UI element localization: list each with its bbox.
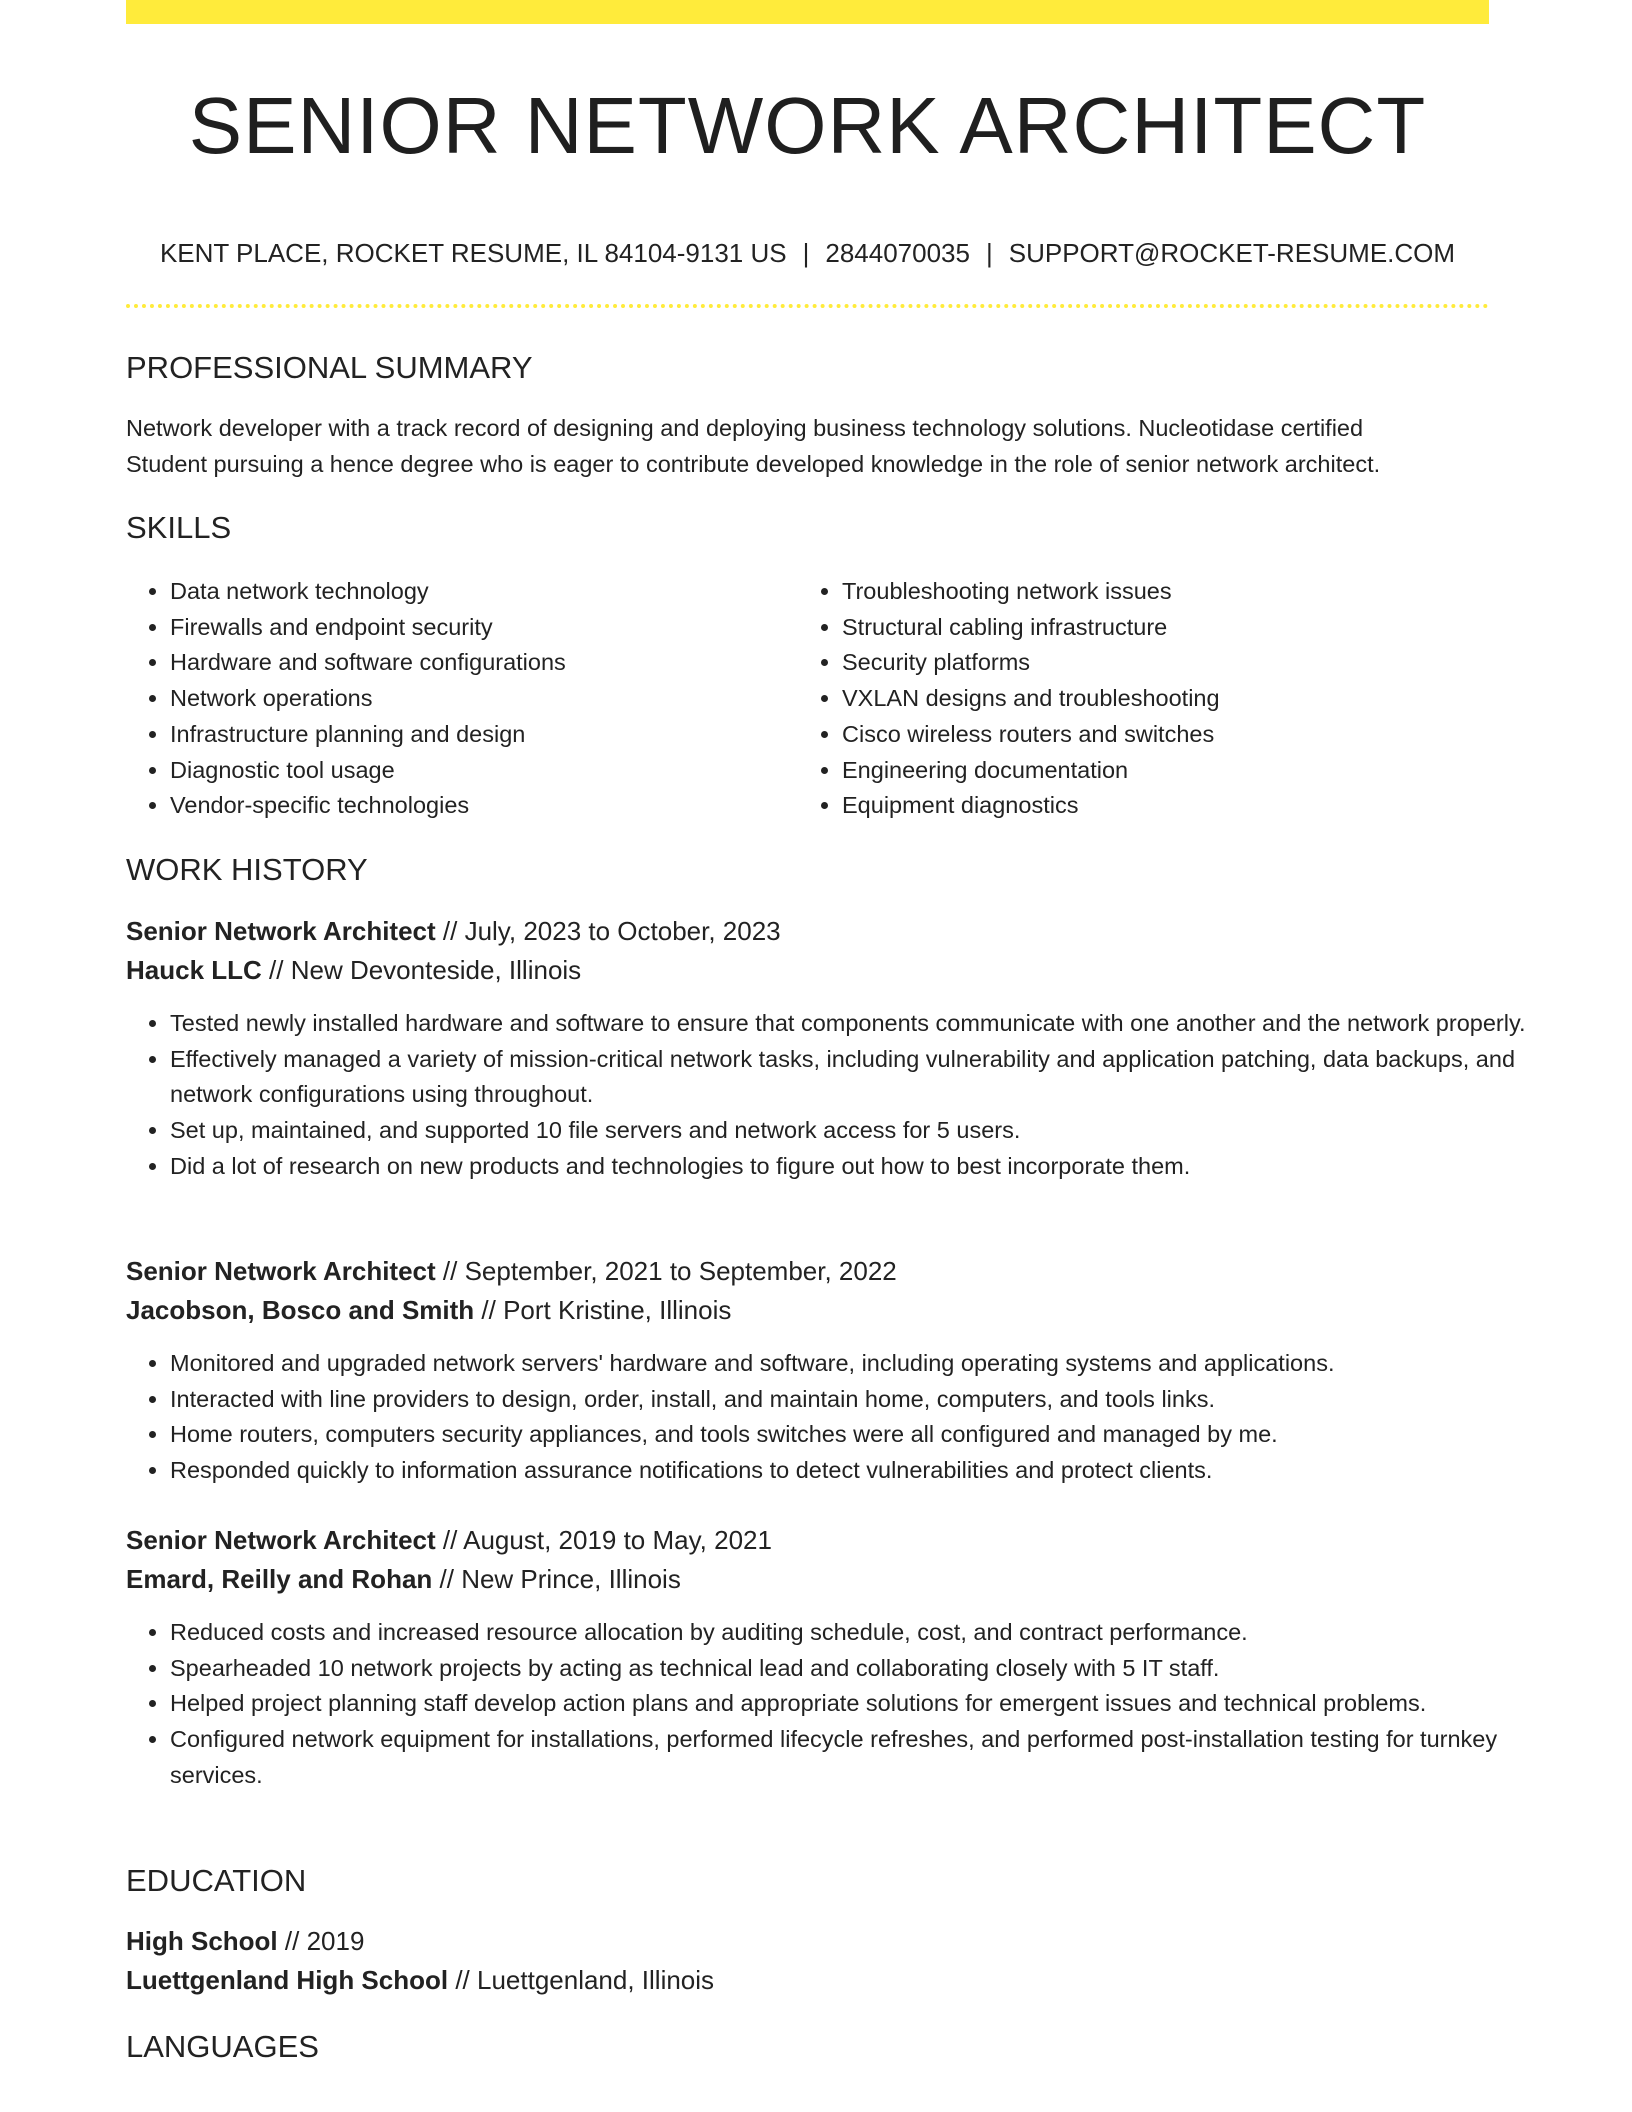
section-title-summary: PROFESSIONAL SUMMARY: [126, 350, 533, 385]
job-bullet: • Monitored and upgraded network servers' hardware and software, including operating systems and applications.: [170, 1346, 1533, 1382]
job-bullets: [126, 1006, 1533, 1185]
education-location: // Luettgenland, Illinois: [448, 1965, 715, 1995]
job-title-line: [126, 1253, 897, 1289]
education-year: // 2019: [277, 1926, 365, 1956]
contact-separator: |: [985, 238, 993, 268]
summary-text: [126, 410, 1489, 482]
skill-item: • Network operations: [170, 681, 566, 717]
skill-item: • Cisco wireless routers and switches: [842, 717, 1220, 753]
job-dates: // September, 2021 to September, 2022: [435, 1256, 897, 1286]
skill-item: • Diagnostic tool usage: [170, 753, 566, 789]
job-bullet: • Interacted with line providers to design, order, install, and maintain home, computers, and tools links.: [170, 1382, 1533, 1418]
job-bullet: • Spearheaded 10 network projects by acting as technical lead and collaborating closely with 5 IT staff.: [170, 1651, 1533, 1687]
contact-line: [126, 236, 1489, 270]
job-bullet: • Helped project planning staff develop action plans and appropriate solutions for emergent issues and technical problems.: [170, 1686, 1533, 1722]
skill-item: • Troubleshooting network issues: [842, 574, 1220, 610]
skill-item: • Infrastructure planning and design: [170, 717, 566, 753]
job-company: Emard, Reilly and Rohan: [126, 1564, 433, 1594]
job-bullets: [126, 1615, 1533, 1794]
contact-email: SUPPORT@ROCKET-RESUME.COM: [1008, 238, 1456, 268]
job-bullet: • Reduced costs and increased resource allocation by auditing schedule, cost, and contract performance.: [170, 1615, 1533, 1651]
job-dates: // July, 2023 to October, 2023: [435, 916, 781, 946]
job-location: // Port Kristine, Illinois: [474, 1295, 732, 1325]
skill-item: • Hardware and software configurations: [170, 645, 566, 681]
education-degree: High School: [126, 1926, 278, 1956]
job-bullet: • Effectively managed a variety of mission-critical network tasks, including vulnerability and application patching, data backups, and network configurations using throughout.: [170, 1042, 1533, 1113]
section-title-education: EDUCATION: [126, 1863, 307, 1898]
skill-item: • Firewalls and endpoint security: [170, 610, 566, 646]
skill-item: • Structural cabling infrastructure: [842, 610, 1220, 646]
job-bullet: • Home routers, computers security appliances, and tools switches were all configured and managed by me.: [170, 1417, 1533, 1453]
job-bullet: • Tested newly installed hardware and software to ensure that components communicate with one another and the network properly.: [170, 1006, 1533, 1042]
skills-column-left: [126, 574, 566, 824]
contact-separator: |: [802, 238, 810, 268]
job-role: Senior Network Architect: [126, 1525, 436, 1555]
job-bullet: • Responded quickly to information assurance notifications to detect vulnerabilities and protect clients.: [170, 1453, 1533, 1489]
education-school-line: [126, 1962, 714, 1998]
job-company: Jacobson, Bosco and Smith: [126, 1295, 475, 1325]
education-school: Luettgenland High School: [126, 1965, 449, 1995]
summary-line: Network developer with a track record of designing and deploying business technology solutions. Nucleotidase certified: [126, 415, 1364, 441]
job-company-line: [126, 1561, 681, 1597]
job-company: Hauck LLC: [126, 955, 262, 985]
skill-item: • Equipment diagnostics: [842, 788, 1220, 824]
job-dates: // August, 2019 to May, 2021: [435, 1525, 772, 1555]
job-bullets: [126, 1346, 1533, 1489]
job-title-line: [126, 913, 781, 949]
dotted-divider: [126, 304, 1489, 308]
job-company-line: [126, 952, 581, 988]
job-bullet: • Did a lot of research on new products and technologies to figure out how to best incorporate them.: [170, 1149, 1533, 1185]
section-title-work: WORK HISTORY: [126, 852, 368, 887]
skill-item: • VXLAN designs and troubleshooting: [842, 681, 1220, 717]
contact-phone: 2844070035: [825, 238, 970, 268]
contact-address: KENT PLACE, ROCKET RESUME, IL 84104-9131 US: [159, 238, 787, 268]
skill-item: • Engineering documentation: [842, 753, 1220, 789]
job-bullet: • Set up, maintained, and supported 10 file servers and network access for 5 users.: [170, 1113, 1533, 1149]
job-role: Senior Network Architect: [126, 916, 436, 946]
skill-item: • Vendor-specific technologies: [170, 788, 566, 824]
accent-bar: [126, 0, 1489, 24]
job-title-line: [126, 1522, 772, 1558]
section-title-languages: LANGUAGES: [126, 2029, 319, 2064]
job-role: Senior Network Architect: [126, 1256, 436, 1286]
job-bullet: • Configured network equipment for installations, performed lifecycle refreshes, and performed post-installation testing for turnkey services.: [170, 1722, 1533, 1793]
education-degree-line: [126, 1923, 364, 1959]
summary-line: Student pursuing a hence degree who is eager to contribute developed knowledge in the role of senior network architect.: [126, 451, 1381, 477]
skill-item: • Data network technology: [170, 574, 566, 610]
job-company-line: [126, 1292, 731, 1328]
job-location: // New Prince, Illinois: [432, 1564, 681, 1594]
section-title-skills: SKILLS: [126, 510, 232, 545]
skills-column-right: [798, 574, 1220, 824]
candidate-title: SENIOR NETWORK ARCHITECT: [188, 81, 1427, 170]
skill-item: • Security platforms: [842, 645, 1220, 681]
job-location: // New Devonteside, Illinois: [261, 955, 582, 985]
